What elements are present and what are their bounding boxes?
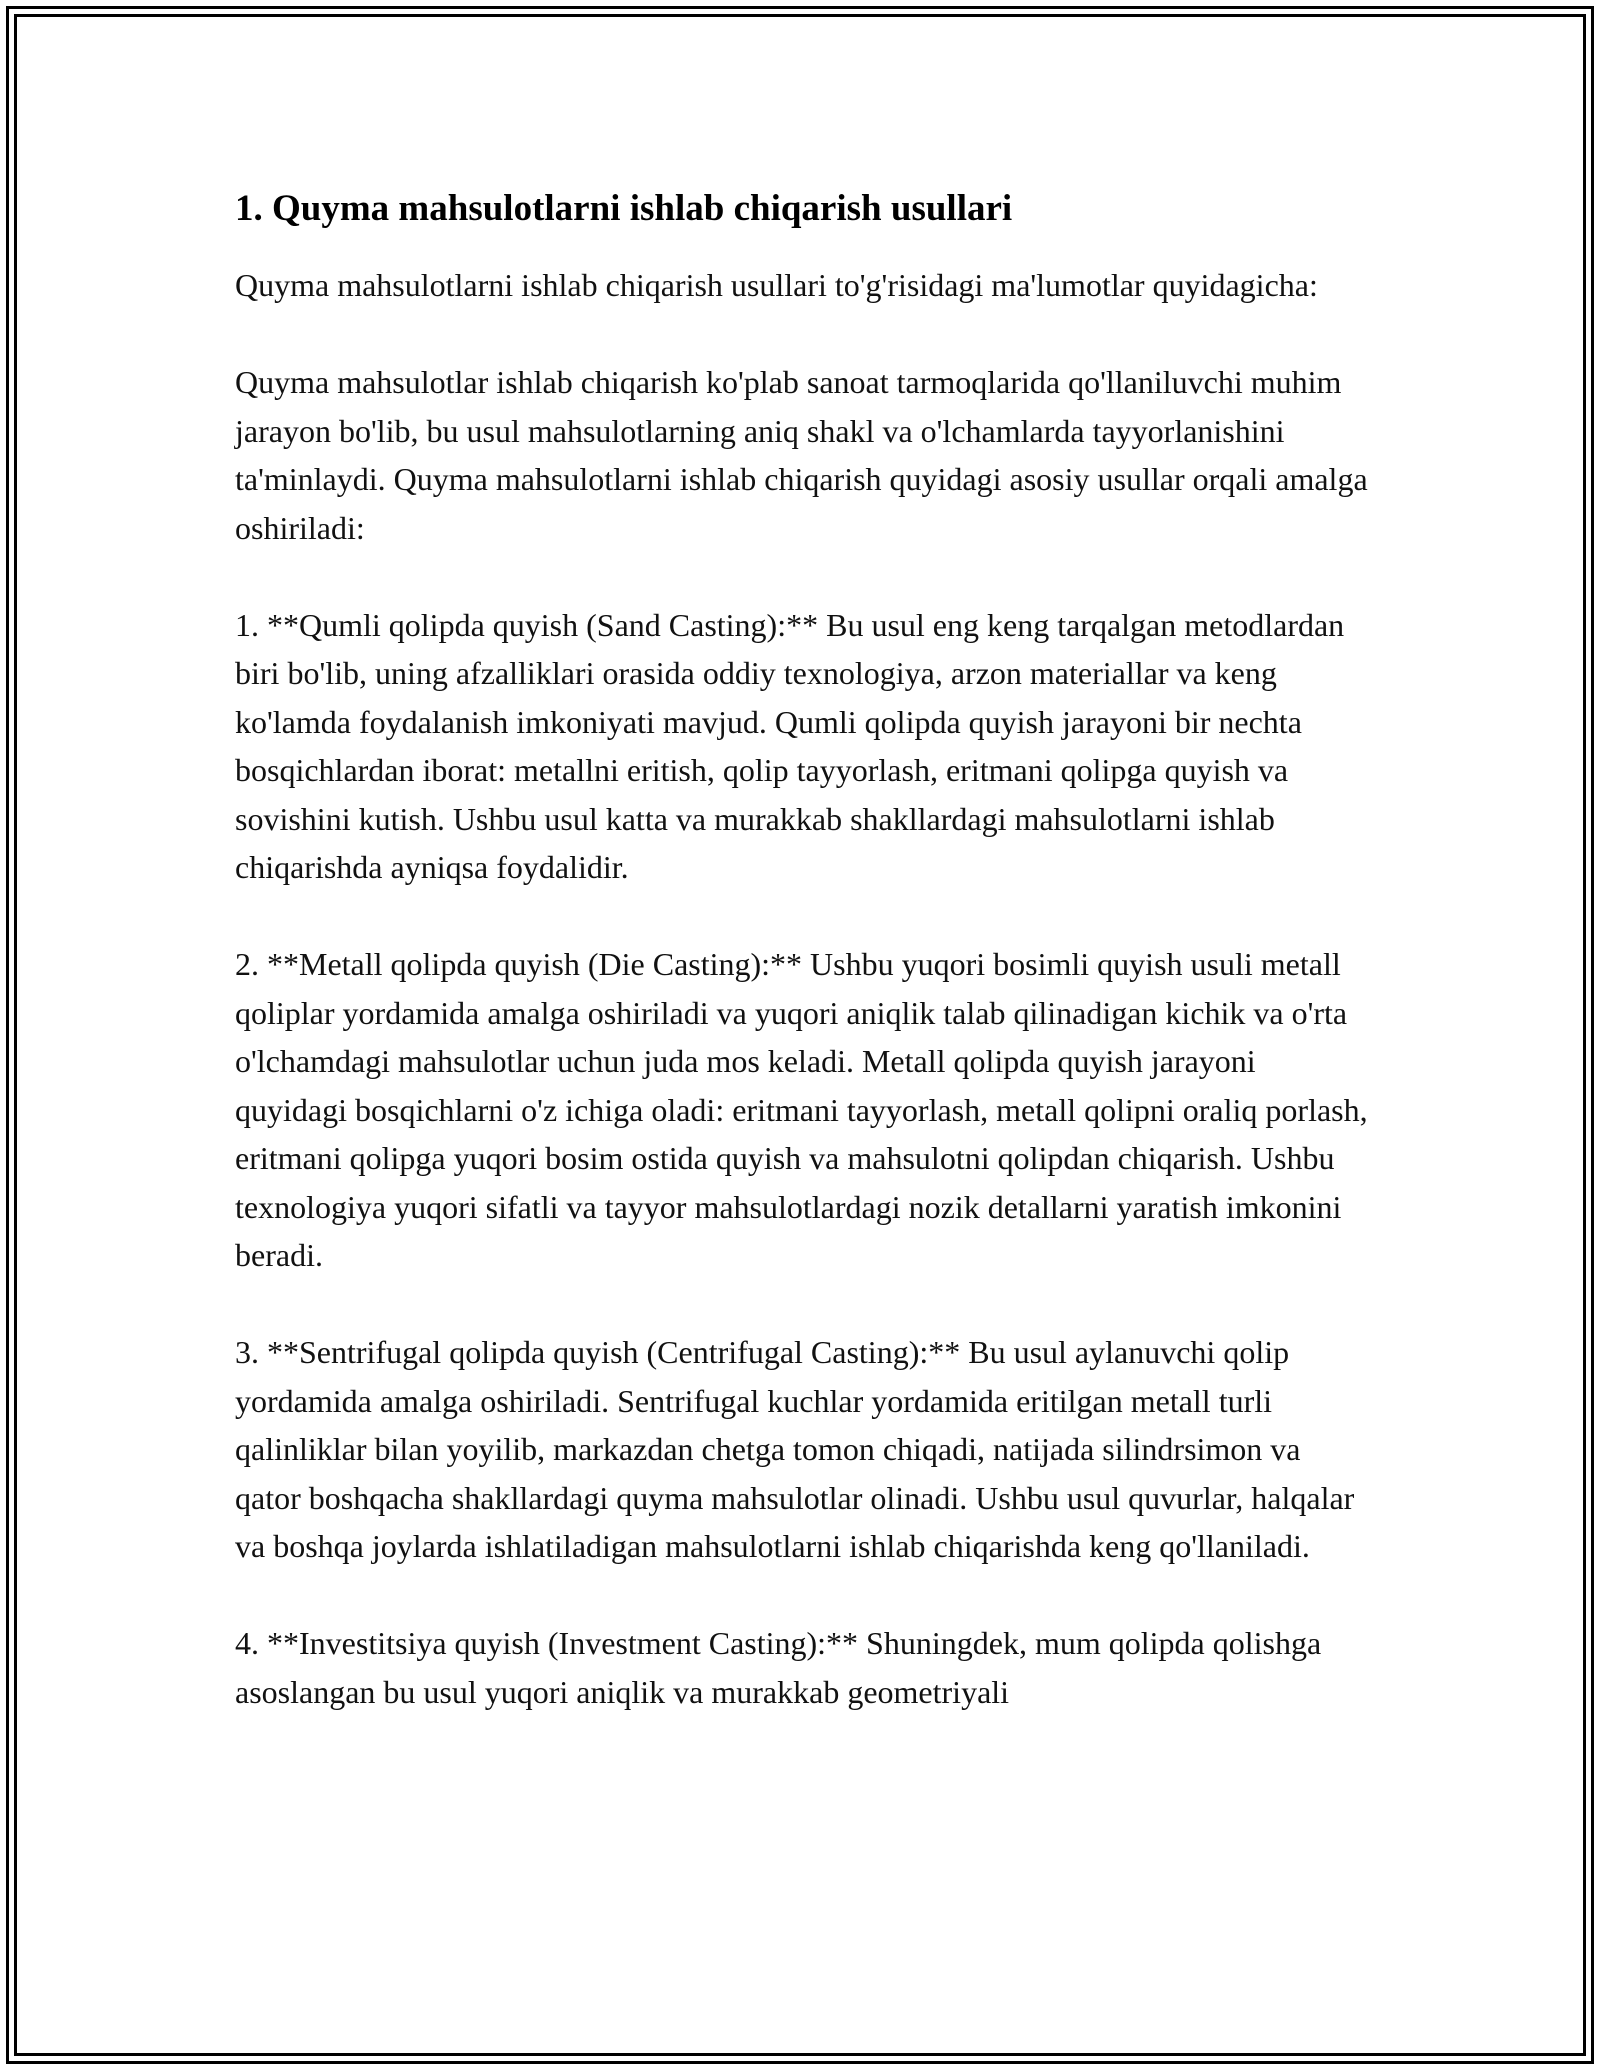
document-body — [235, 185, 1370, 1765]
die-casting-paragraph: 2. **Metall qolipda quyish (Die Casting):** Ushbu yuqori bosimli quyish usuli metall qoliplar yordamida amalga oshiriladi va yuqori aniqlik talab qilinadigan kichik va o'rta o'lchamdagi mahsulotlar uchun juda mos keladi. Metall qolipda quyish jarayoni quyidagi bosqichlarni o'z ichiga oladi: eritmani tayyorlash, metall qolipni oraliq porlash, eritmani qolipga yuqori bosim ostida quyish va mahsulotni qolipdan chiqarish. Ushbu texnologiya yuqori sifatli va tayyor mahsulotlardagi nozik detallarni yaratish imkonini beradi. — [235, 946, 1368, 1273]
section-heading: 1. Quyma mahsulotlarni ishlab chiqarish usullari — [235, 188, 1013, 229]
overview-paragraph: Quyma mahsulotlar ishlab chiqarish ko'plab sanoat tarmoqlarida qo'llaniluvchi muhim jarayon bo'lib, bu usul mahsulotlarning aniq shakl va o'lchamlarda tayyorlanishini ta'minlaydi. Quyma mahsulotlarni ishlab chiqarish quyidagi asosiy usullar orqali amalga oshiriladi: — [235, 364, 1368, 546]
sand-casting-paragraph: 1. **Qumli qolipda quyish (Sand Casting):** Bu usul eng keng tarqalgan metodlardan biri bo'lib, uning afzalliklari orasida oddiy texnologiya, arzon materiallar va keng ko'lamda foydalanish imkoniyati mavjud. Qumli qolipda quyish jarayoni bir nechta bosqichlardan iborat: metallni eritish, qolip tayyorlash, eritmani qolipga quyish va sovishini kutish. Ushbu usul katta va murakkab shakllardagi mahsulotlarni ishlab chiqarishda ayniqsa foydalidir. — [235, 606, 1345, 885]
intro-paragraph: Quyma mahsulotlarni ishlab chiqarish usullari to'g'risidagi ma'lumotlar quyidagicha: — [235, 267, 1318, 303]
investment-casting-paragraph: 4. **Investitsiya quyish (Investment Casting):** Shuningdek, mum qolipda qolishga asoslangan bu usul yuqori aniqlik va murakkab geometriyali — [235, 1625, 1322, 1710]
centrifugal-casting-paragraph: 3. **Sentrifugal qolipda quyish (Centrifugal Casting):** Bu usul aylanuvchi qolip yordamida amalga oshiriladi. Sentrifugal kuchlar yordamida eritilgan metall turli qalinliklar bilan yoyilib, markazdan chetga tomon chiqadi, natijada silindrsimon va qator boshqacha shakllardagi quyma mahsulotlar olinadi. Ushbu usul quvurlar, halqalar va boshqa joylarda ishlatiladigan mahsulotlarni ishlab chiqarishda keng qo'llaniladi. — [235, 1334, 1355, 1564]
